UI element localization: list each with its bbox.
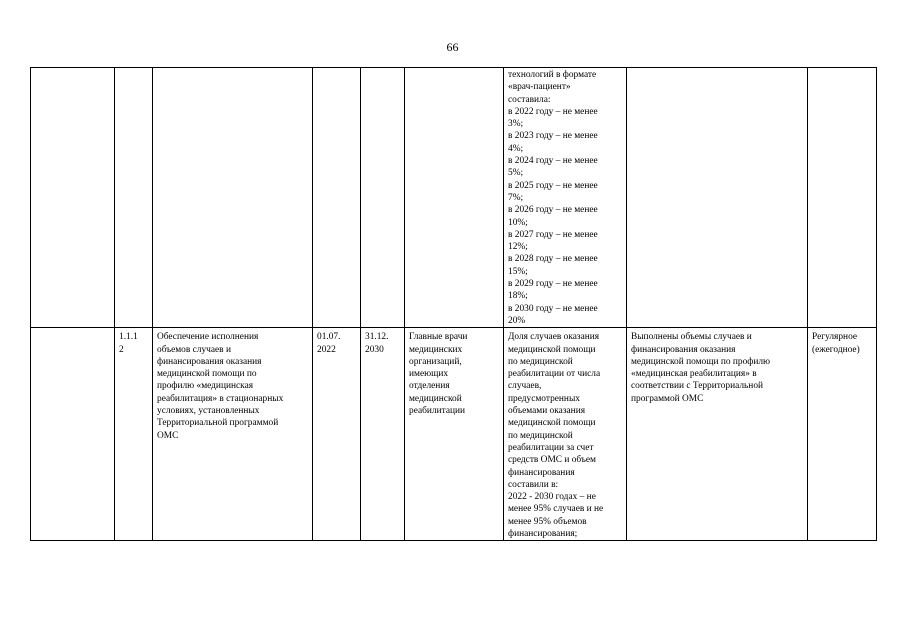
num-cell [115,68,153,328]
blank-cell [31,68,115,328]
executor-cell: Главные врачи медицинских организаций, имеющих отделения медицинской реабилитации [405,328,504,541]
table-row [31,68,877,328]
page-number: 66 [446,40,459,54]
table-row [31,328,877,541]
frequency-cell: Регулярное (ежегодное) [808,328,877,541]
plan-table [30,67,877,541]
indicator-cell: технологий в формате «врач-пациент» составила: в 2022 году – не менее 3%; в 2023 году – не менее 4%; в 2024 году – не менее 5%; в 2025 году – не менее 7%; в 2026 году – не менее 10%; в 2027 году – не менее 12%; в 2028 году – не менее 15%; в 2029 году – не менее 18%; в 2030 году – не менее 20% [504,68,627,328]
name-cell [153,68,313,328]
name-cell: Обеспечение исполнения объемов случаев и финансирования оказания медицинской помощи по профилю «медицинская реабилитация» в стационарных условиях, установленных Территориальной программой ОМС [153,328,313,541]
num-cell: 1.1.1 2 [115,328,153,541]
indicator-cell: Доля случаев оказания медицинской помощи по медицинской реабилитации от числа случаев, предусмотренных объемами оказания медицинской помощи по медицинской реабилитации за счет средств ОМС и объем финансирования составили в: 2022 - 2030 годах – не менее 95% случаев и не менее 95% объемов финансирования; [504,328,627,541]
frequency-cell [808,68,877,328]
end-date-cell [361,68,405,328]
result-cell: Выполнены объемы случаев и финансирования оказания медицинской помощи по профилю «медицинская реабилитация» в соответствии с Территориальной программой ОМС [627,328,808,541]
start-date-cell [313,68,361,328]
executor-cell [405,68,504,328]
blank-cell [31,328,115,541]
result-cell [627,68,808,328]
end-date-cell: 31.12. 2030 [361,328,405,541]
start-date-cell: 01.07. 2022 [313,328,361,541]
